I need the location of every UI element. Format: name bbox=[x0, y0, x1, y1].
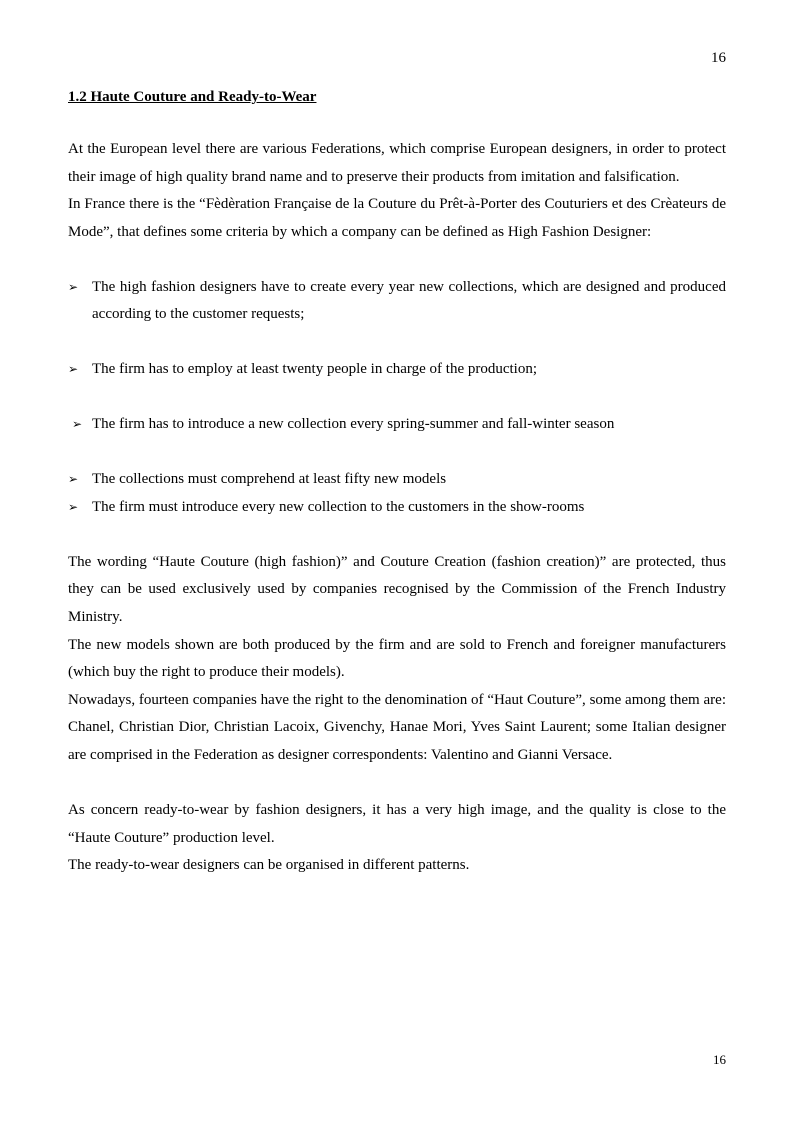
arrow-bullet-icon: ➢ bbox=[72, 417, 83, 432]
list-item bbox=[68, 356, 726, 383]
list-item-text: The firm has to employ at least twenty people in charge of the production; bbox=[92, 361, 538, 378]
list-item-text: The collections must comprehend at least fifty new models bbox=[92, 471, 447, 488]
list-item bbox=[68, 494, 726, 521]
spacer bbox=[68, 329, 726, 357]
closing-paragraph: As concern ready-to-wear by fashion designers, it has a very high image, and the quality is close to the “Haute Couture” production level. bbox=[68, 802, 726, 846]
page-number-top: 16 bbox=[711, 50, 726, 66]
closing-paragraph: The ready-to-wear designers can be organised in different patterns. bbox=[68, 857, 470, 874]
spacer bbox=[68, 770, 726, 798]
list-item bbox=[68, 466, 726, 493]
list-item bbox=[68, 411, 726, 438]
page-number-bottom: 16 bbox=[713, 1052, 726, 1067]
list-item-text: The firm has to introduce a new collection every spring-summer and fall-winter season bbox=[92, 416, 615, 433]
section-title: 1.2 Haute Couture and Ready-to-Wear bbox=[68, 89, 317, 105]
spacer bbox=[68, 384, 726, 412]
document-body bbox=[68, 86, 726, 880]
spacer bbox=[68, 246, 726, 274]
arrow-bullet-icon: ➢ bbox=[68, 472, 79, 487]
intro-paragraph: In France there is the “Fèdèration Française de la Couture du Prêt-à-Porter des Couturiers et des Crèateurs de Mode”, that defines some criteria by which a company can be defined as High Fashion Designer: bbox=[68, 196, 726, 240]
criteria-list bbox=[68, 274, 726, 521]
intro-paragraph: At the European level there are various Federations, which comprise European designers, in order to protect their image of high quality brand name and to preserve their products from imitation and falsification. bbox=[68, 141, 726, 185]
list-item-text: The firm must introduce every new collection to the customers in the show-rooms bbox=[92, 498, 585, 515]
list-item bbox=[68, 274, 726, 329]
list-item-text: The high fashion designers have to create every year new collections, which are designed and produced according to the customer requests; bbox=[92, 278, 726, 323]
body-paragraph: The wording “Haute Couture (high fashion)” and Couture Creation (fashion creation)” are protected, thus they can be used exclusively used by companies recognised by the Commission of the French Industry Ministry. bbox=[68, 553, 726, 625]
spacer bbox=[68, 521, 726, 549]
arrow-bullet-icon: ➢ bbox=[68, 499, 79, 514]
body-paragraph: The new models shown are both produced by the firm and are sold to French and foreigner manufacturers (which buy the right to produce their models). bbox=[68, 636, 726, 681]
spacer bbox=[68, 439, 726, 467]
arrow-bullet-icon: ➢ bbox=[68, 362, 79, 377]
body-paragraph: Nowadays, fourteen companies have the right to the denomination of “Haut Couture”, some among them are: Chanel, Christian Dior, Christian Lacoix, Givenchy, Hanae Mori, Yves Saint Laurent; some Italian designer are comprised in the Federation as designer correspondents: Valentino and Gianni Versace. bbox=[68, 691, 726, 763]
arrow-bullet-icon: ➢ bbox=[68, 279, 79, 294]
